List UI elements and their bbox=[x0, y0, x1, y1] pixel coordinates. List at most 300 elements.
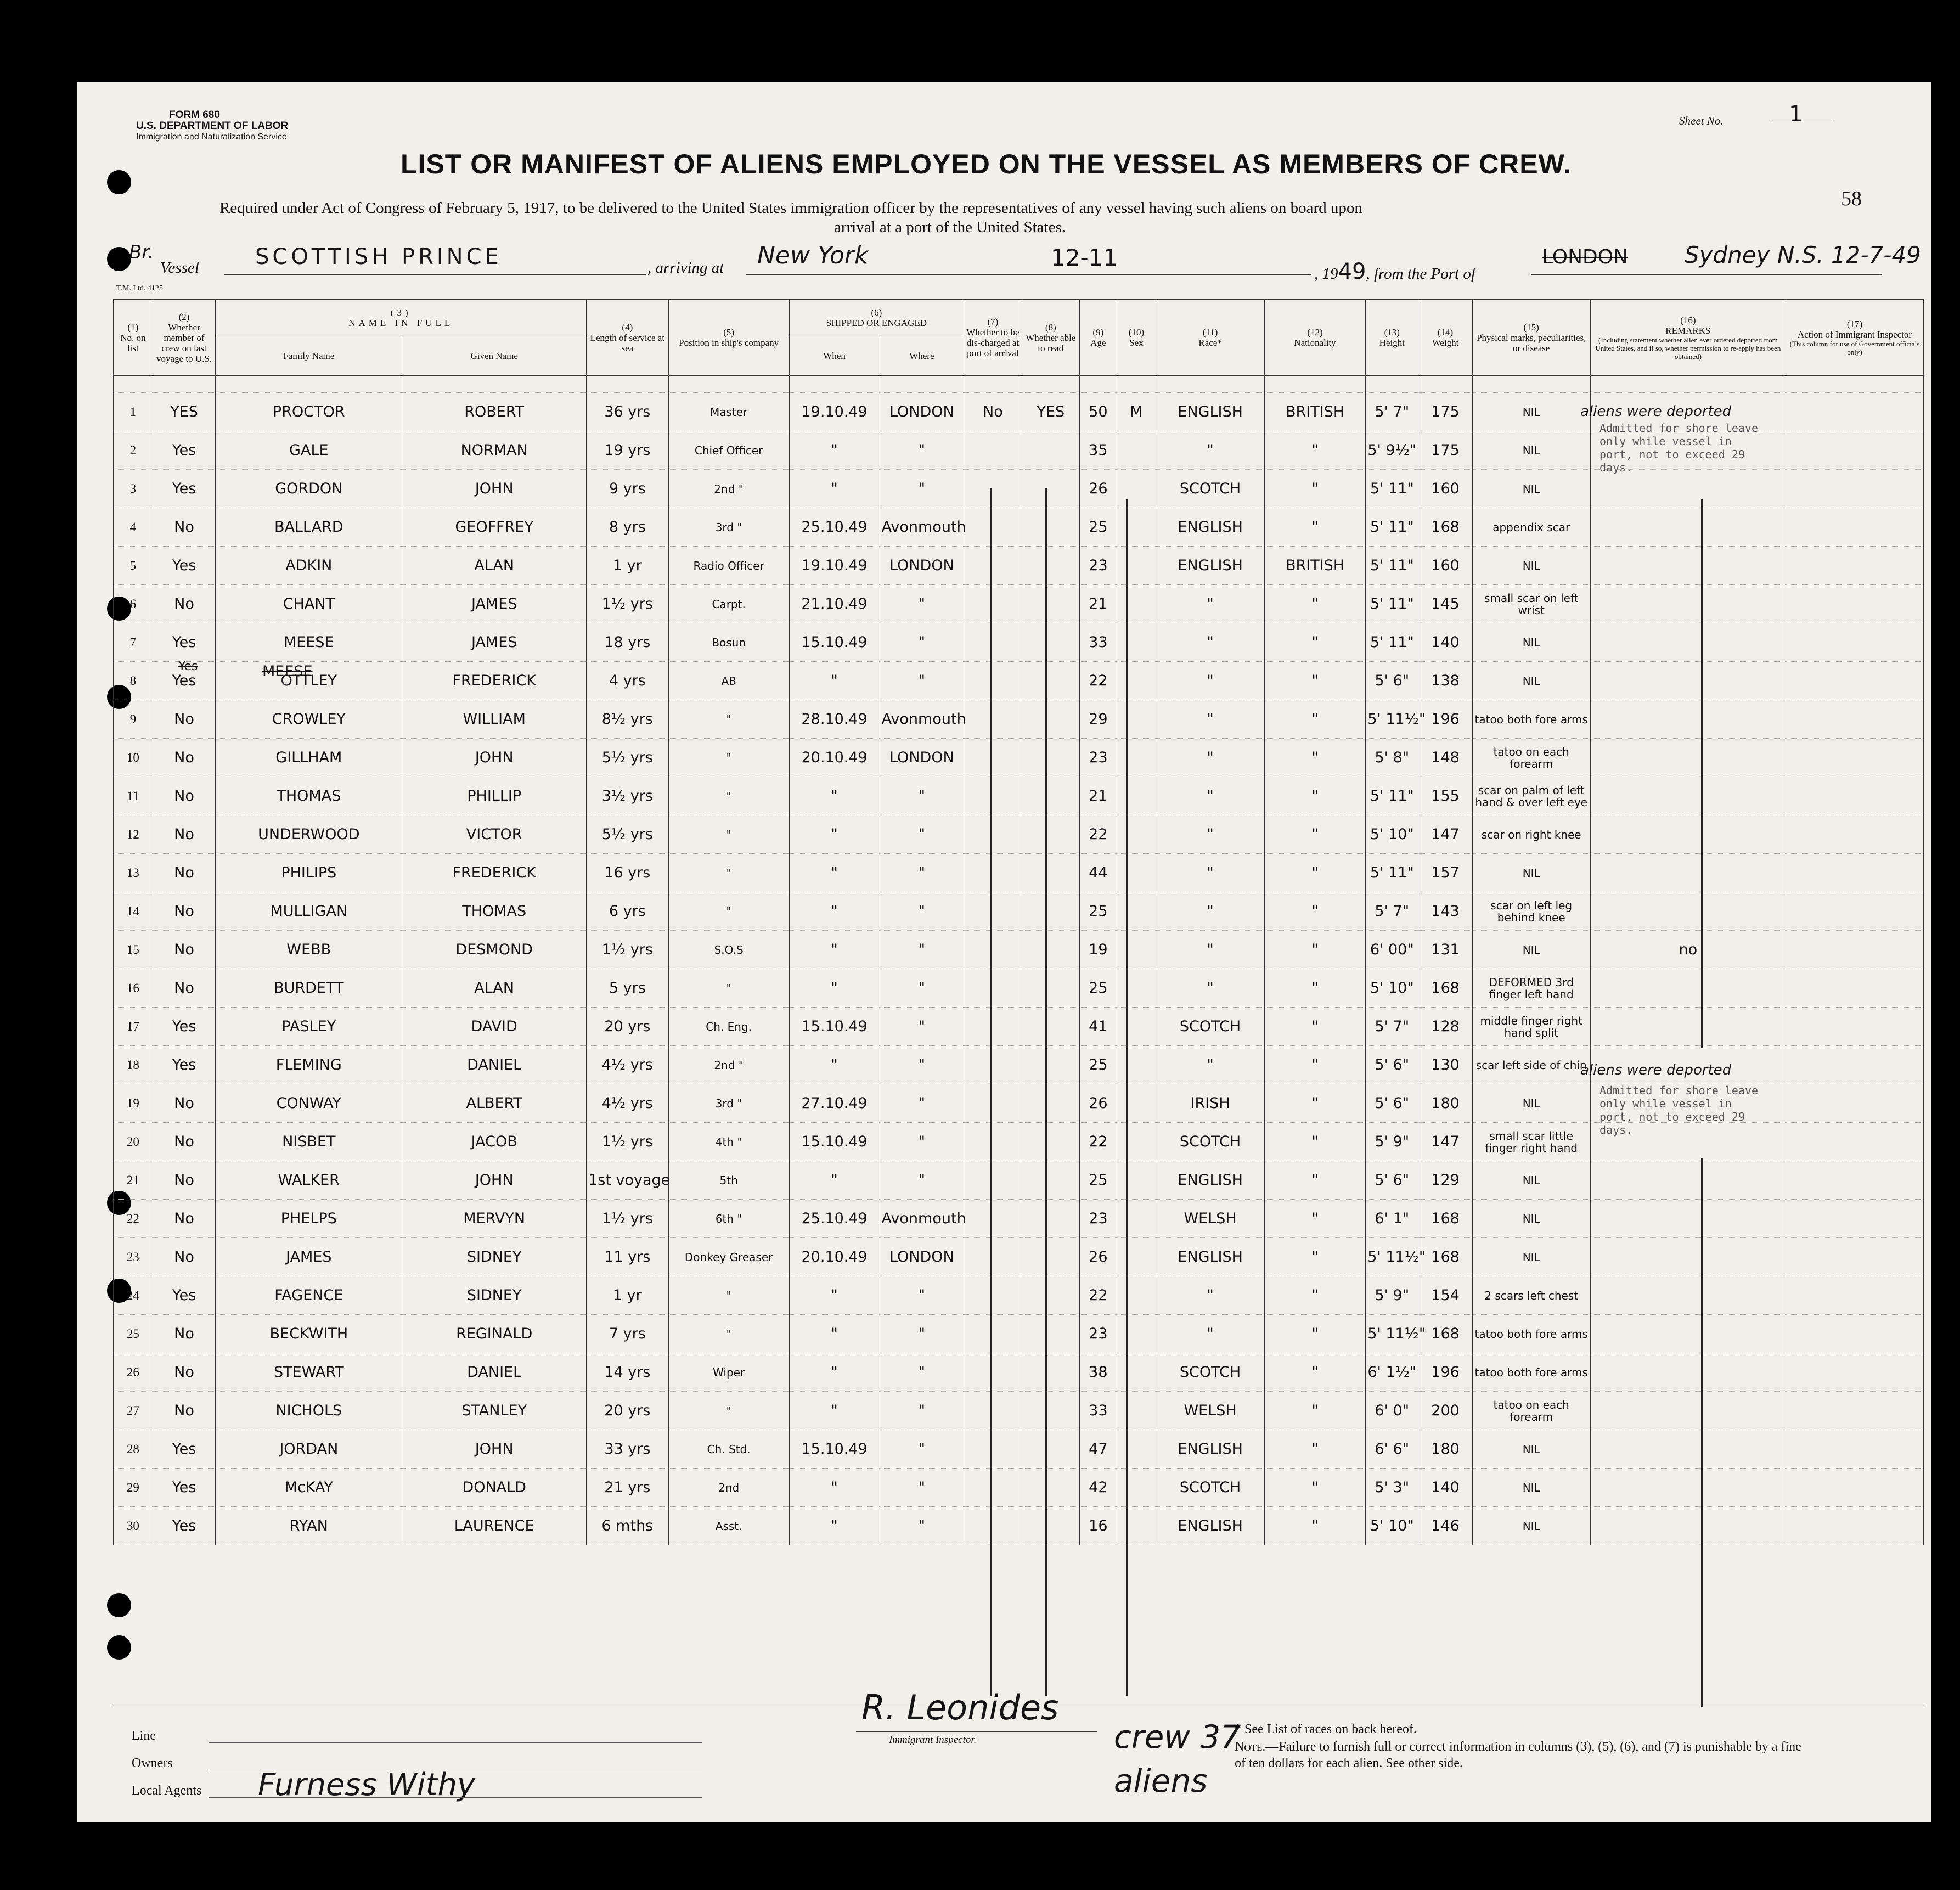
service-cell: 33 yrs bbox=[587, 1430, 668, 1469]
last-voyage-cell: Yes bbox=[153, 1276, 216, 1315]
weight-cell: 155 bbox=[1418, 777, 1472, 815]
given-name-cell: ROBERT bbox=[402, 393, 587, 431]
position-cell: " bbox=[668, 1276, 789, 1315]
family-name-cell: CONWAY bbox=[216, 1084, 402, 1123]
nationality-cell: BRITISH bbox=[1264, 547, 1365, 585]
shipped-where-cell: Avonmouth bbox=[880, 1200, 964, 1238]
position-cell: Bosun bbox=[668, 623, 789, 662]
from-port-struck: LONDON bbox=[1542, 246, 1629, 268]
discharged-cell bbox=[964, 777, 1022, 815]
year-label bbox=[1314, 259, 1475, 284]
weight-cell: 138 bbox=[1418, 662, 1472, 700]
action-cell bbox=[1786, 1276, 1924, 1315]
row-number: 19 bbox=[114, 1084, 153, 1123]
age-cell: 29 bbox=[1080, 700, 1117, 739]
given-name-cell: SIDNEY bbox=[402, 1276, 587, 1315]
remarks-cell bbox=[1590, 1200, 1786, 1238]
table-row bbox=[114, 1507, 1924, 1545]
physical-marks-cell: scar on right knee bbox=[1472, 815, 1590, 854]
age-cell: 33 bbox=[1080, 623, 1117, 662]
discharged-cell bbox=[964, 1430, 1022, 1469]
service-cell: 6 mths bbox=[587, 1507, 668, 1545]
race-cell: WELSH bbox=[1156, 1392, 1265, 1430]
agents-value: Furness Withy bbox=[258, 1767, 476, 1803]
row-number: 21 bbox=[114, 1161, 153, 1200]
age-cell: 26 bbox=[1080, 470, 1117, 508]
remarks-cell bbox=[1590, 1469, 1786, 1507]
position-cell: Asst. bbox=[668, 1507, 789, 1545]
table-row bbox=[114, 815, 1924, 854]
given-name-cell: PHILLIP bbox=[402, 777, 587, 815]
shipped-where-cell: " bbox=[880, 662, 964, 700]
remarks-cell bbox=[1590, 1238, 1786, 1276]
position-cell: " bbox=[668, 700, 789, 739]
row-number: 8 bbox=[114, 662, 153, 700]
nationality-cell: " bbox=[1264, 1353, 1365, 1392]
remarks-cell bbox=[1590, 969, 1786, 1008]
shipped-when-cell: " bbox=[789, 470, 880, 508]
position-cell: " bbox=[668, 854, 789, 892]
discharged-cell bbox=[964, 1392, 1022, 1430]
weight-cell: 145 bbox=[1418, 585, 1472, 623]
table-row bbox=[114, 1430, 1924, 1469]
sex-cell bbox=[1117, 1084, 1156, 1123]
table-row bbox=[114, 969, 1924, 1008]
physical-marks-cell: NIL bbox=[1472, 1161, 1590, 1200]
family-name-cell: GILLHAM bbox=[216, 739, 402, 777]
position-cell: " bbox=[668, 1392, 789, 1430]
discharged-cell bbox=[964, 1507, 1022, 1545]
discharged-cell bbox=[964, 969, 1022, 1008]
race-cell: " bbox=[1156, 700, 1265, 739]
shipped-when-cell: " bbox=[789, 815, 880, 854]
sex-cell bbox=[1117, 1430, 1156, 1469]
physical-marks-cell: scar on palm of left hand & over left eye bbox=[1472, 777, 1590, 815]
action-cell bbox=[1786, 969, 1924, 1008]
given-name-cell: SIDNEY bbox=[402, 1238, 587, 1276]
table-row bbox=[114, 1469, 1924, 1507]
family-name-cell: BURDETT bbox=[216, 969, 402, 1008]
race-cell: " bbox=[1156, 431, 1265, 470]
weight-cell: 168 bbox=[1418, 1238, 1472, 1276]
shipped-where-cell: " bbox=[880, 931, 964, 969]
family-name-cell: THOMAS bbox=[216, 777, 402, 815]
remarks-note-2-typed: Admitted for shore leave only while vessel in port, not to exceed 29 days. bbox=[1599, 1084, 1758, 1137]
given-name-cell: JAMES bbox=[402, 623, 587, 662]
race-note: * See List of races on back hereof. bbox=[1235, 1722, 1417, 1736]
shipped-where-cell: " bbox=[880, 431, 964, 470]
nationality-cell: " bbox=[1264, 739, 1365, 777]
discharged-cell bbox=[964, 1200, 1022, 1238]
shipped-where-cell: LONDON bbox=[880, 393, 964, 431]
nationality-cell: " bbox=[1264, 470, 1365, 508]
action-cell bbox=[1786, 547, 1924, 585]
shipped-when-cell: 15.10.49 bbox=[789, 1430, 880, 1469]
discharged-cell bbox=[964, 508, 1022, 547]
age-cell: 25 bbox=[1080, 969, 1117, 1008]
position-cell: Chief Officer bbox=[668, 431, 789, 470]
weight-cell: 128 bbox=[1418, 1008, 1472, 1046]
given-name-cell: FREDERICK bbox=[402, 662, 587, 700]
vessel-prefix: Br. bbox=[129, 241, 154, 263]
action-cell bbox=[1786, 662, 1924, 700]
family-name-cell: WEBB bbox=[216, 931, 402, 969]
table-row bbox=[114, 1353, 1924, 1392]
given-name-cell: JACOB bbox=[402, 1123, 587, 1161]
age-cell: 22 bbox=[1080, 815, 1117, 854]
ditto-stroke bbox=[1701, 499, 1703, 1048]
nationality-cell: " bbox=[1264, 508, 1365, 547]
row-number: 20 bbox=[114, 1123, 153, 1161]
able-to-read-cell bbox=[1022, 547, 1079, 585]
inspector-line bbox=[856, 1731, 1097, 1732]
height-cell: 5' 6" bbox=[1366, 662, 1418, 700]
service-cell: 1 yr bbox=[587, 547, 668, 585]
last-voyage-cell: Yes bbox=[153, 623, 216, 662]
race-cell: ENGLISH bbox=[1156, 1430, 1265, 1469]
discharged-cell bbox=[964, 1123, 1022, 1161]
discharged-cell bbox=[964, 1238, 1022, 1276]
weight-cell: 180 bbox=[1418, 1084, 1472, 1123]
sex-cell bbox=[1117, 700, 1156, 739]
table-row bbox=[114, 931, 1924, 969]
weight-cell: 168 bbox=[1418, 1200, 1472, 1238]
family-name-cell: McKAY bbox=[216, 1469, 402, 1507]
col-position-header: (5) Position in ship's company bbox=[668, 300, 789, 376]
table-row bbox=[114, 1238, 1924, 1276]
shipped-when-cell: 15.10.49 bbox=[789, 1008, 880, 1046]
last-voyage-cell: Yes bbox=[153, 1008, 216, 1046]
physical-marks-cell: tatoo both fore arms bbox=[1472, 1353, 1590, 1392]
nationality-cell: " bbox=[1264, 1276, 1365, 1315]
nationality-cell: " bbox=[1264, 1046, 1365, 1084]
height-cell: 5' 11" bbox=[1366, 470, 1418, 508]
action-cell bbox=[1786, 623, 1924, 662]
shipped-where-cell: " bbox=[880, 1008, 964, 1046]
physical-marks-cell: tatoo both fore arms bbox=[1472, 1315, 1590, 1353]
service-cell: 8½ yrs bbox=[587, 700, 668, 739]
given-name-cell: JAMES bbox=[402, 585, 587, 623]
remarks-cell bbox=[1590, 1392, 1786, 1430]
physical-marks-cell: tatoo on each forearm bbox=[1472, 739, 1590, 777]
given-name-cell: VICTOR bbox=[402, 815, 587, 854]
table-row bbox=[114, 1161, 1924, 1200]
shipped-when-cell: " bbox=[789, 1046, 880, 1084]
vessel-label: Vessel bbox=[160, 259, 199, 277]
physical-marks-cell: middle finger right hand split bbox=[1472, 1008, 1590, 1046]
age-cell: 22 bbox=[1080, 1123, 1117, 1161]
shipped-when-cell: 15.10.49 bbox=[789, 1123, 880, 1161]
manifest-page bbox=[77, 82, 1931, 1822]
remarks-cell bbox=[1590, 1161, 1786, 1200]
service-cell: 1½ yrs bbox=[587, 585, 668, 623]
able-to-read-cell bbox=[1022, 1046, 1079, 1084]
family-name-cell: RYAN bbox=[216, 1507, 402, 1545]
nationality-cell: " bbox=[1264, 1392, 1365, 1430]
height-cell: 5' 10" bbox=[1366, 815, 1418, 854]
given-name-cell: ALAN bbox=[402, 547, 587, 585]
height-cell: 5' 9½" bbox=[1366, 431, 1418, 470]
age-cell: 21 bbox=[1080, 777, 1117, 815]
last-voyage-cell: No bbox=[153, 1123, 216, 1161]
height-cell: 5' 3" bbox=[1366, 1469, 1418, 1507]
punch-hole bbox=[107, 1635, 131, 1660]
race-cell: SCOTCH bbox=[1156, 1353, 1265, 1392]
family-name-cell: PHELPS bbox=[216, 1200, 402, 1238]
height-cell: 6' 6" bbox=[1366, 1430, 1418, 1469]
sheet-label: Sheet No. bbox=[1679, 114, 1724, 127]
action-cell bbox=[1786, 1161, 1924, 1200]
position-cell: Donkey Greaser bbox=[668, 1238, 789, 1276]
height-cell: 5' 6" bbox=[1366, 1046, 1418, 1084]
discharged-cell bbox=[964, 1469, 1022, 1507]
position-cell: Wiper bbox=[668, 1353, 789, 1392]
position-cell: 3rd " bbox=[668, 1084, 789, 1123]
physical-marks-cell: small scar little finger right hand bbox=[1472, 1123, 1590, 1161]
shipped-where-cell: " bbox=[880, 1161, 964, 1200]
action-cell bbox=[1786, 1315, 1924, 1353]
given-name-cell: DONALD bbox=[402, 1469, 587, 1507]
family-name-cell: PROCTOR bbox=[216, 393, 402, 431]
weight-cell: 168 bbox=[1418, 1315, 1472, 1353]
age-cell: 21 bbox=[1080, 585, 1117, 623]
able-to-read-cell bbox=[1022, 623, 1079, 662]
subtitle-line-1: Required under Act of Congress of February 5, 1917, to be delivered to the United States immigration officer by the representatives of any vessel having such aliens on board upon bbox=[219, 199, 1362, 217]
shipped-when-cell: 19.10.49 bbox=[789, 547, 880, 585]
sex-cell bbox=[1117, 1353, 1156, 1392]
able-to-read-cell bbox=[1022, 1430, 1079, 1469]
able-to-read-cell bbox=[1022, 700, 1079, 739]
sex-cell: M bbox=[1117, 393, 1156, 431]
agents-underline bbox=[209, 1797, 702, 1798]
col-name-header: (3) NAME IN FULL bbox=[216, 300, 587, 336]
shipped-when-cell: 20.10.49 bbox=[789, 1238, 880, 1276]
race-cell: " bbox=[1156, 854, 1265, 892]
physical-marks-cell: NIL bbox=[1472, 1084, 1590, 1123]
nationality-cell: " bbox=[1264, 1315, 1365, 1353]
service-cell: 1 yr bbox=[587, 1276, 668, 1315]
table-row bbox=[114, 1392, 1924, 1430]
family-name-cell: BALLARD bbox=[216, 508, 402, 547]
discharged-cell bbox=[964, 623, 1022, 662]
ditto-stroke bbox=[1045, 488, 1047, 1696]
row-number: 1 bbox=[114, 393, 153, 431]
weight-cell: 130 bbox=[1418, 1046, 1472, 1084]
race-cell: SCOTCH bbox=[1156, 1008, 1265, 1046]
race-cell: WELSH bbox=[1156, 1200, 1265, 1238]
remarks-note-2-handwritten: aliens were deported bbox=[1580, 1062, 1732, 1078]
shipped-when-cell: " bbox=[789, 969, 880, 1008]
row-number: 2 bbox=[114, 431, 153, 470]
position-cell: Carpt. bbox=[668, 585, 789, 623]
discharged-cell bbox=[964, 1046, 1022, 1084]
crew-manifest-table bbox=[113, 299, 1924, 1545]
physical-marks-cell: NIL bbox=[1472, 1238, 1590, 1276]
height-cell: 5' 11" bbox=[1366, 585, 1418, 623]
shipped-where-cell: " bbox=[880, 1046, 964, 1084]
given-name-cell: FREDERICK bbox=[402, 854, 587, 892]
year-suffix: 49 bbox=[1338, 259, 1366, 284]
nationality-cell: " bbox=[1264, 854, 1365, 892]
row-number: 17 bbox=[114, 1008, 153, 1046]
service-cell: 6 yrs bbox=[587, 892, 668, 931]
shipped-when-cell: 25.10.49 bbox=[789, 1200, 880, 1238]
race-cell: " bbox=[1156, 585, 1265, 623]
weight-cell: 146 bbox=[1418, 1507, 1472, 1545]
shipped-where-cell: LONDON bbox=[880, 1238, 964, 1276]
race-cell: ENGLISH bbox=[1156, 1161, 1265, 1200]
sex-cell bbox=[1117, 777, 1156, 815]
able-to-read-cell bbox=[1022, 662, 1079, 700]
table-row bbox=[114, 470, 1924, 508]
action-cell bbox=[1786, 892, 1924, 931]
given-name-cell: ALAN bbox=[402, 969, 587, 1008]
row-number: 22 bbox=[114, 1200, 153, 1238]
service-cell: 20 yrs bbox=[587, 1008, 668, 1046]
remarks-cell bbox=[1590, 854, 1786, 892]
row-number: 6 bbox=[114, 585, 153, 623]
shipped-when-cell: " bbox=[789, 892, 880, 931]
line-label: Line bbox=[132, 1729, 156, 1743]
action-cell bbox=[1786, 1200, 1924, 1238]
physical-marks-cell: NIL bbox=[1472, 854, 1590, 892]
shipped-when-cell: 20.10.49 bbox=[789, 739, 880, 777]
last-voyage-cell: Yes bbox=[153, 1469, 216, 1507]
position-cell: AB bbox=[668, 662, 789, 700]
shipped-where-cell: " bbox=[880, 815, 964, 854]
race-cell: " bbox=[1156, 1046, 1265, 1084]
penalty-note bbox=[1235, 1739, 1811, 1771]
col-race-header: (11) Race* bbox=[1156, 300, 1265, 376]
height-cell: 6' 00" bbox=[1366, 931, 1418, 969]
position-cell: S.O.S bbox=[668, 931, 789, 969]
weight-cell: 160 bbox=[1418, 547, 1472, 585]
able-to-read-cell bbox=[1022, 1353, 1079, 1392]
height-cell: 5' 9" bbox=[1366, 1276, 1418, 1315]
position-cell: Radio Officer bbox=[668, 547, 789, 585]
shipped-where-cell: " bbox=[880, 1084, 964, 1123]
nationality-cell: " bbox=[1264, 777, 1365, 815]
age-cell: 19 bbox=[1080, 931, 1117, 969]
nationality-cell: " bbox=[1264, 969, 1365, 1008]
service-cell: 1½ yrs bbox=[587, 1200, 668, 1238]
age-cell: 44 bbox=[1080, 854, 1117, 892]
family-name-cell: STEWART bbox=[216, 1353, 402, 1392]
position-cell: Ch. Eng. bbox=[668, 1008, 789, 1046]
note-text: —Failure to furnish full or correct information in columns (3), (5), (6), and (7) is punishable by a fine of ten dollars for each alien. See other side. bbox=[1235, 1740, 1801, 1770]
remarks-cell bbox=[1590, 470, 1786, 508]
physical-marks-cell: DEFORMED 3rd finger left hand bbox=[1472, 969, 1590, 1008]
race-cell: " bbox=[1156, 1315, 1265, 1353]
row-number: 15 bbox=[114, 931, 153, 969]
shipped-where-cell: " bbox=[880, 1123, 964, 1161]
given-name-cell: LAURENCE bbox=[402, 1507, 587, 1545]
action-cell bbox=[1786, 1353, 1924, 1392]
remarks-cell bbox=[1590, 585, 1786, 623]
discharged-cell bbox=[964, 1084, 1022, 1123]
row-number: 14 bbox=[114, 892, 153, 931]
remarks-cell bbox=[1590, 1276, 1786, 1315]
able-to-read-cell bbox=[1022, 1161, 1079, 1200]
last-voyage-cell: Yes bbox=[153, 662, 216, 700]
age-cell: 25 bbox=[1080, 1161, 1117, 1200]
shipped-where-cell: " bbox=[880, 1392, 964, 1430]
given-name-cell: JOHN bbox=[402, 1161, 587, 1200]
remarks-cell bbox=[1590, 777, 1786, 815]
nationality-cell: " bbox=[1264, 623, 1365, 662]
last-voyage-cell: Yes bbox=[153, 1507, 216, 1545]
discharged-cell bbox=[964, 662, 1022, 700]
able-to-read-cell bbox=[1022, 585, 1079, 623]
height-cell: 5' 11" bbox=[1366, 547, 1418, 585]
age-cell: 23 bbox=[1080, 1200, 1117, 1238]
shipped-where-cell: " bbox=[880, 1469, 964, 1507]
height-cell: 5' 10" bbox=[1366, 969, 1418, 1008]
shipped-when-cell: 27.10.49 bbox=[789, 1084, 880, 1123]
table-header bbox=[114, 300, 1924, 376]
remarks-note-1-handwritten: aliens were deported bbox=[1580, 403, 1732, 420]
nationality-cell: " bbox=[1264, 1469, 1365, 1507]
physical-marks-cell: NIL bbox=[1472, 1507, 1590, 1545]
physical-marks-cell: NIL bbox=[1472, 662, 1590, 700]
able-to-read-cell bbox=[1022, 1392, 1079, 1430]
race-cell: " bbox=[1156, 815, 1265, 854]
age-cell: 22 bbox=[1080, 1276, 1117, 1315]
row-number: 24 bbox=[114, 1276, 153, 1315]
service-cell: 5 yrs bbox=[587, 969, 668, 1008]
position-cell: Master bbox=[668, 393, 789, 431]
row-number: 13 bbox=[114, 854, 153, 892]
action-cell bbox=[1786, 1507, 1924, 1545]
table-row bbox=[114, 854, 1924, 892]
sex-cell bbox=[1117, 1200, 1156, 1238]
race-cell: " bbox=[1156, 892, 1265, 931]
weight-cell: 131 bbox=[1418, 931, 1472, 969]
nationality-cell: " bbox=[1264, 662, 1365, 700]
position-cell: " bbox=[668, 777, 789, 815]
able-to-read-cell bbox=[1022, 508, 1079, 547]
discharged-cell bbox=[964, 547, 1022, 585]
nationality-cell: BRITISH bbox=[1264, 393, 1365, 431]
sex-cell bbox=[1117, 1008, 1156, 1046]
last-voyage-cell: Yes bbox=[153, 470, 216, 508]
table-row bbox=[114, 1276, 1924, 1315]
race-cell: SCOTCH bbox=[1156, 470, 1265, 508]
position-cell: 4th " bbox=[668, 1123, 789, 1161]
shipped-where-cell: " bbox=[880, 470, 964, 508]
col-discharged-header: (7) Whether to be dis-charged at port of arrival bbox=[964, 300, 1022, 376]
family-name-cell: NICHOLS bbox=[216, 1392, 402, 1430]
table-row bbox=[114, 508, 1924, 547]
family-name-cell: FAGENCE bbox=[216, 1276, 402, 1315]
physical-marks-cell: NIL bbox=[1472, 1200, 1590, 1238]
action-cell bbox=[1786, 931, 1924, 969]
sex-cell bbox=[1117, 969, 1156, 1008]
form-number: FORM 680 bbox=[169, 109, 220, 121]
sex-cell bbox=[1117, 854, 1156, 892]
service-cell: 5½ yrs bbox=[587, 739, 668, 777]
family-name-cell: CHANT bbox=[216, 585, 402, 623]
physical-marks-cell: 2 scars left chest bbox=[1472, 1276, 1590, 1315]
service-cell: 11 yrs bbox=[587, 1238, 668, 1276]
row-number: 29 bbox=[114, 1469, 153, 1507]
height-cell: 6' 0" bbox=[1366, 1392, 1418, 1430]
sex-cell bbox=[1117, 1238, 1156, 1276]
weight-cell: 196 bbox=[1418, 1353, 1472, 1392]
position-cell: 2nd " bbox=[668, 470, 789, 508]
shipped-when-cell: " bbox=[789, 1276, 880, 1315]
family-name-cell: CROWLEY bbox=[216, 700, 402, 739]
